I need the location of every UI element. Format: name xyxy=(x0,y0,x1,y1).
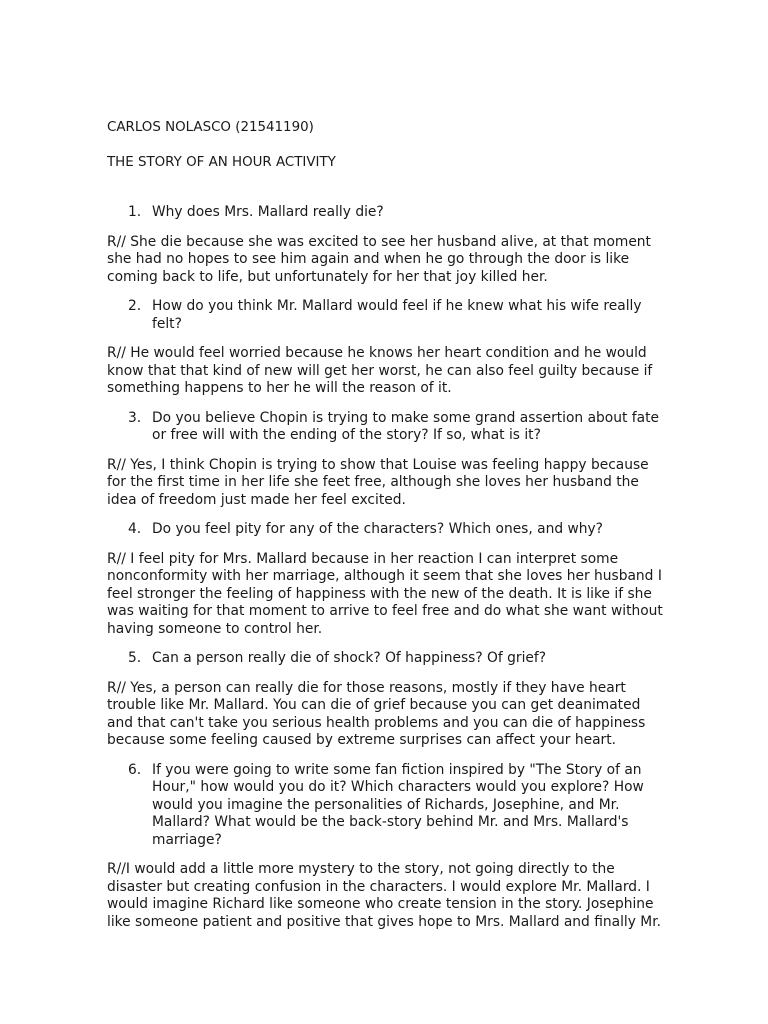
question-text: Do you feel pity for any of the characters? Which ones, and why? xyxy=(152,521,603,537)
document-page xyxy=(107,119,663,931)
answer-6: R//I would add a little more mystery to the story, not going directly to the disaster but creating confusion in the characters. I would explore Mr. Mallard. I would imagine Richard like someone who create tension in the story. Josephine like someone patient and positive that gives hope to Mrs. Mallard and finally Mr. xyxy=(107,861,661,930)
answer-2: R// He would feel worried because he knows her heart condition and he would know that that kind of new will get her worst, he can also feel guilty because if something happens to her he will the reason of it. xyxy=(107,345,653,396)
question-number: 5. xyxy=(128,650,142,666)
question-2 xyxy=(107,298,663,333)
document-title: THE STORY OF AN HOUR ACTIVITY xyxy=(107,155,336,170)
question-3 xyxy=(107,410,663,445)
answer-4: R// I feel pity for Mrs. Mallard because in her reaction I can interpret some nonconformity with her marriage, although it seem that she loves her husband I feel stronger the feeling of happiness with the new of the death. It is like if she was waiting for that moment to arrive to feel free and do what she want without having someone to control her. xyxy=(107,550,663,637)
qa-item-4 xyxy=(107,521,663,638)
question-text: Can a person really die of shock? Of happiness? Of grief? xyxy=(152,650,547,666)
question-6 xyxy=(107,762,663,850)
qa-item-2 xyxy=(107,298,663,398)
qa-item-6 xyxy=(107,762,663,932)
qa-item-1 xyxy=(107,204,663,286)
question-text: Do you believe Chopin is trying to make some grand assertion about fate or free will with the ending of the story? If so, what is it? xyxy=(152,409,659,443)
question-number: 3. xyxy=(128,409,142,426)
answer-1: R// She die because she was excited to see her husband alive, at that moment she had no hopes to see him again and when he go through the door is like coming back to life, but unfortunately for her that joy killed her. xyxy=(107,233,651,285)
question-number: 2. xyxy=(128,298,142,314)
qa-item-3 xyxy=(107,410,663,510)
question-text: If you were going to write some fan fiction inspired by "The Story of an Hour," how would you do it? Which characters would you explore? How would you imagine the personalities of Richards, Josephine, and Mr. Mallard? What would be the back-story behind Mr. and Mrs. Mallard's marriage? xyxy=(152,761,644,848)
answer-3: R// Yes, I think Chopin is trying to show that Louise was feeling happy because for the first time in her life she feet free, although she loves her husband the idea of freedom just made her feel excited. xyxy=(107,456,649,508)
answer-5: R// Yes, a person can really die for those reasons, mostly if they have heart trouble like Mr. Mallard. You can die of grief because you can get deanimated and that can't take you serious health problems and you can die of happiness because some feeling caused by extreme surprises can affect your heart. xyxy=(107,679,646,748)
question-number: 4. xyxy=(128,521,142,537)
question-1 xyxy=(107,204,663,222)
question-text: How do you think Mr. Mallard would feel if he knew what his wife really felt? xyxy=(152,298,642,332)
question-text: Why does Mrs. Mallard really die? xyxy=(152,204,384,220)
question-5 xyxy=(107,650,663,668)
question-number: 6. xyxy=(128,761,142,778)
qa-item-5 xyxy=(107,650,663,750)
author-line: CARLOS NOLASCO (21541190) xyxy=(107,120,314,135)
question-number: 1. xyxy=(128,204,142,220)
question-4 xyxy=(107,521,663,539)
